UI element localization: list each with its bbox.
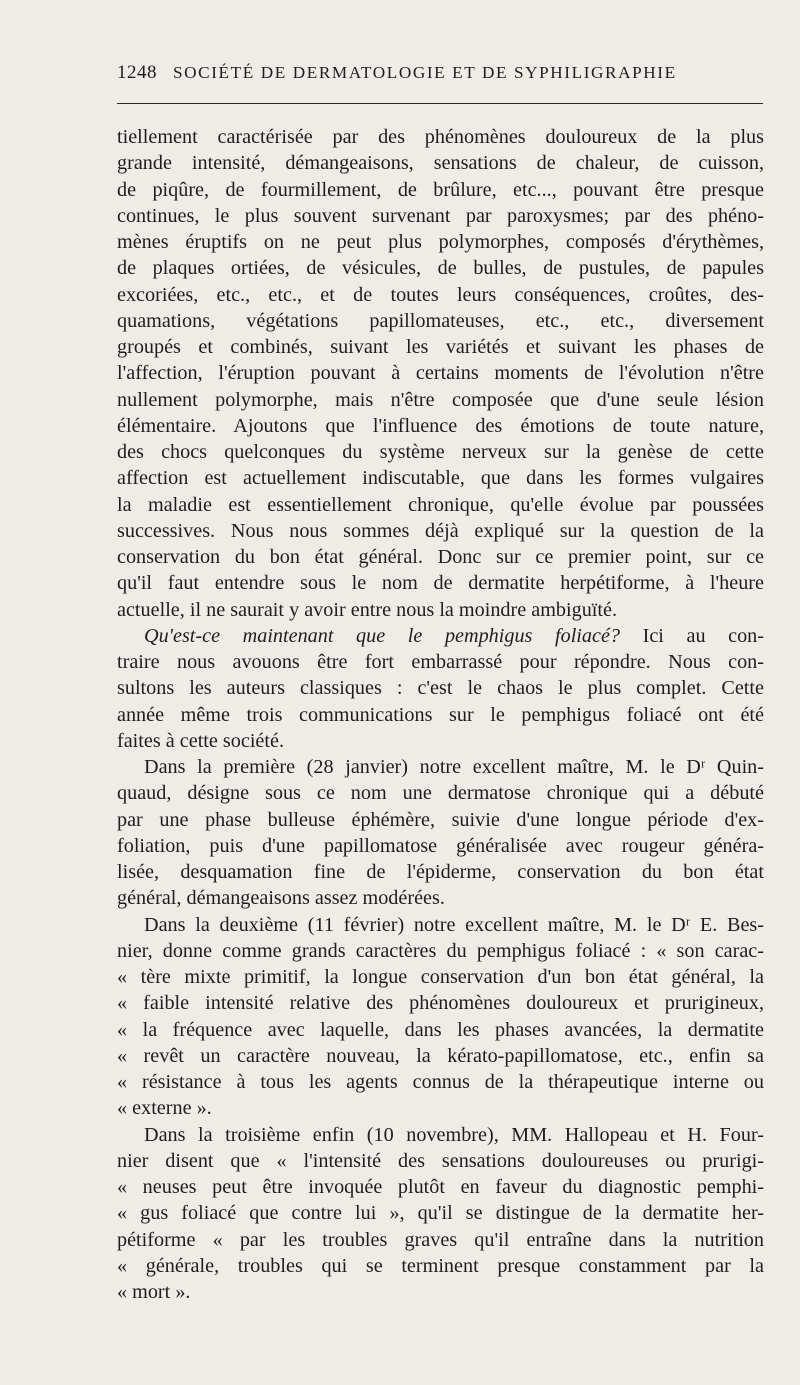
text-line: quaud, désigne sous ce nom une dermatose chronique qui a débuté (117, 782, 764, 805)
text-line-rest: Ici au con- (620, 624, 764, 647)
text-line: l'affection, l'éruption pouvant à certains moments de l'évolution n'être (117, 362, 764, 385)
text-line: « la fréquence avec laquelle, dans les phases avancées, la dermatite (117, 1018, 764, 1041)
text-line: groupés et combinés, suivant les variétés et suivant les phases de (117, 336, 764, 358)
text-line: traire nous avouons être fort embarrassé pour répondre. Nous con- (117, 651, 764, 673)
text-line: « mort ». (117, 1281, 191, 1303)
text-line: Dans la deuxième (11 février) notre excellent maître, M. le Dʳ E. Bes- (144, 913, 764, 936)
text-line: conservation du bon état général. Donc sur ce premier point, sur ce (117, 546, 764, 568)
text-line: qu'il faut entendre sous le nom de dermatite herpétiforme, à l'heure (117, 572, 764, 595)
text-line: « neuses peut être invoquée plutôt en faveur du diagnostic pemphi- (117, 1176, 764, 1198)
running-head (117, 62, 762, 92)
text-line: Dans la première (28 janvier) notre excellent maître, M. le Dʳ Quin- (144, 756, 764, 778)
text-line: successives. Nous nous sommes déjà expliqué sur la question de la (117, 519, 764, 542)
text-line (117, 623, 764, 649)
text-line: Dans la troisième enfin (10 novembre), MM. Hallopeau et H. Four- (144, 1123, 764, 1146)
text-line: des chocs quelconques du système nerveux sur la genèse de cette (117, 441, 764, 463)
text-line: pétiforme « par les troubles graves qu'il entraîne dans la nutrition (117, 1228, 764, 1251)
text-line: « revêt un caractère nouveau, la kérato-papillomatose, etc., enfin sa (117, 1044, 764, 1067)
text-line: la maladie est essentiellement chronique, qu'elle évolue par poussées (117, 493, 764, 516)
text-line: foliation, puis d'une papillomatose généralisée avec rougeur généra- (117, 834, 764, 857)
page-number: 1248 (117, 62, 157, 83)
text-line: « tère mixte primitif, la longue conservation d'un bon état général, la (117, 966, 764, 988)
header-rule (117, 103, 763, 104)
text-line: par une phase bulleuse éphémère, suivie d'une longue période d'ex- (117, 808, 764, 831)
italic-question: Qu'est-ce maintenant que le pemphigus foliacé? (144, 624, 621, 647)
text-line: « faible intensité relative des phénomènes douloureux et prurigineux, (117, 992, 764, 1015)
text-line: de piqûre, de fourmillement, de brûlure, etc..., pouvant être presque (117, 178, 764, 201)
body-text (117, 124, 764, 1305)
text-line: année même trois communications sur le pemphigus foliacé ont été (117, 703, 764, 726)
text-line: sultons les auteurs classiques : c'est le chaos le plus complet. Cette (117, 677, 764, 700)
text-line: mènes éruptifs on ne peut plus polymorphes, composés d'érythèmes, (117, 231, 764, 253)
text-line: « gus foliacé que contre lui », qu'il se distingue de la dermatite her- (117, 1202, 764, 1225)
text-line: nier disent que « l'intensité des sensations douloureuses ou prurigi- (117, 1149, 764, 1172)
text-line: affection est actuellement indiscutable, que dans les formes vulgaires (117, 467, 764, 490)
text-line: quamations, végétations papillomateuses, etc., etc., diversement (117, 309, 764, 332)
text-line: excoriées, etc., etc., et de toutes leurs conséquences, croûtes, des- (117, 283, 764, 306)
journal-title: SOCIÉTÉ DE DERMATOLOGIE ET DE SYPHILIGRAPHIE (173, 63, 677, 82)
text-line: général, démangeaisons assez modérées. (117, 887, 445, 910)
text-line: grande intensité, démangeaisons, sensations de chaleur, de cuisson, (117, 152, 764, 175)
text-line: actuelle, il ne saurait y avoir entre nous la moindre ambiguïté. (117, 598, 618, 621)
text-line: lisée, desquamation fine de l'épiderme, conservation du bon état (117, 861, 764, 883)
text-line: faites à cette société. (117, 729, 285, 752)
text-line: continues, le plus souvent survenant par paroxysmes; par des phéno- (117, 204, 764, 227)
text-line: « générale, troubles qui se terminent presque constamment par la (117, 1254, 764, 1277)
text-line: élémentaire. Ajoutons que l'influence des émotions de toute nature, (117, 414, 764, 437)
text-line: « résistance à tous les agents connus de la thérapeutique interne ou (117, 1071, 764, 1093)
text-line: nier, donne comme grands caractères du pemphigus foliacé : « son carac- (117, 939, 764, 962)
text-line: « externe ». (117, 1097, 212, 1120)
text-line: tiellement caractérisée par des phénomènes douloureux de la plus (117, 126, 764, 148)
text-line: nullement polymorphe, mais n'être composée que d'une seule lésion (117, 388, 764, 411)
text-line: de plaques ortiées, de vésicules, de bulles, de pustules, de papules (117, 257, 764, 280)
